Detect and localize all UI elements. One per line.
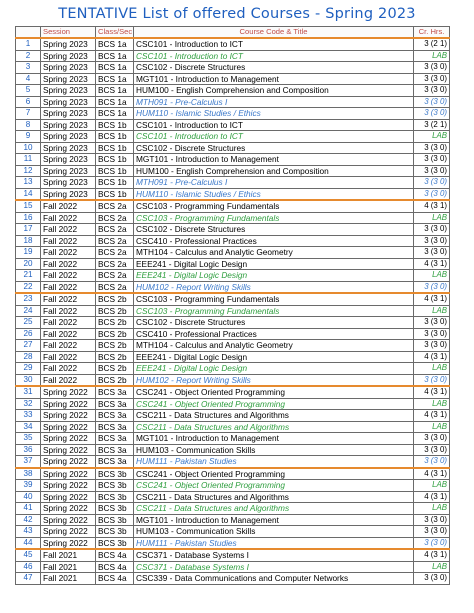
class-section-cell: BCS 3a xyxy=(96,410,134,422)
table-row xyxy=(16,270,450,282)
course-cell: CSC103 - Programming Fundamentals xyxy=(134,305,414,317)
table-row xyxy=(16,235,450,247)
row-number: 35 xyxy=(16,433,41,445)
session-cell: Spring 2023 xyxy=(41,38,96,50)
course-cell: EEE241 - Digital Logic Design xyxy=(134,363,414,375)
table-row xyxy=(16,247,450,259)
course-cell: MGT101 - Introduction to Management xyxy=(134,73,414,85)
class-section-cell: BCS 4a xyxy=(96,573,134,585)
session-cell: Spring 2022 xyxy=(41,421,96,433)
class-section-cell: BCS 3a xyxy=(96,421,134,433)
row-number: 13 xyxy=(16,177,41,189)
credit-hours-cell: LAB xyxy=(414,363,450,375)
credit-hours-cell: LAB xyxy=(414,480,450,492)
table-row xyxy=(16,421,450,433)
credit-hours-cell: LAB xyxy=(414,561,450,573)
table-row xyxy=(16,351,450,363)
row-number: 46 xyxy=(16,561,41,573)
course-cell: MGT101 - Introduction to Management xyxy=(134,433,414,445)
course-cell: MTH091 - Pre-Calculus I xyxy=(134,177,414,189)
course-cell: HUM111 - Pakistan Studies xyxy=(134,456,414,468)
class-section-cell: BCS 2b xyxy=(96,340,134,352)
header-session: Session xyxy=(41,27,96,39)
class-section-cell: BCS 2b xyxy=(96,363,134,375)
course-cell: CSC241 - Object Oriented Programming xyxy=(134,386,414,398)
table-row xyxy=(16,514,450,526)
class-section-cell: BCS 1a xyxy=(96,108,134,120)
session-cell: Fall 2022 xyxy=(41,374,96,386)
row-number: 36 xyxy=(16,444,41,456)
class-section-cell: BCS 4a xyxy=(96,549,134,561)
table-row xyxy=(16,444,450,456)
course-cell: HUM103 - Communication Skills xyxy=(134,526,414,538)
course-cell: CSC102 - Discrete Structures xyxy=(134,142,414,154)
session-cell: Spring 2022 xyxy=(41,410,96,422)
class-section-cell: BCS 3a xyxy=(96,386,134,398)
credit-hours-cell: 3 (3 0) xyxy=(414,281,450,293)
credit-hours-cell: LAB xyxy=(414,212,450,224)
row-number: 37 xyxy=(16,456,41,468)
table-row xyxy=(16,73,450,85)
row-number: 3 xyxy=(16,62,41,74)
class-section-cell: BCS 3b xyxy=(96,537,134,549)
table-row xyxy=(16,340,450,352)
class-section-cell: BCS 1b xyxy=(96,177,134,189)
course-cell: CSC241 - Object Oriented Programming xyxy=(134,398,414,410)
session-cell: Spring 2022 xyxy=(41,526,96,538)
row-number: 42 xyxy=(16,514,41,526)
class-section-cell: BCS 1b xyxy=(96,119,134,131)
table-row xyxy=(16,549,450,561)
credit-hours-cell: 3 (3 0) xyxy=(414,224,450,236)
credit-hours-cell: 3 (3 0) xyxy=(414,142,450,154)
table-row xyxy=(16,62,450,74)
class-section-cell: BCS 2b xyxy=(96,305,134,317)
row-number: 1 xyxy=(16,38,41,50)
class-section-cell: BCS 1a xyxy=(96,96,134,108)
session-cell: Fall 2022 xyxy=(41,270,96,282)
header-credits: Cr. Hrs. xyxy=(414,27,450,39)
session-cell: Fall 2022 xyxy=(41,363,96,375)
credit-hours-cell: 3 (3 0) xyxy=(414,317,450,329)
table-row xyxy=(16,526,450,538)
course-cell: HUM110 - Islamic Studies / Ethics xyxy=(134,108,414,120)
course-cell: HUM100 - English Comprehension and Composition xyxy=(134,165,414,177)
session-cell: Spring 2022 xyxy=(41,433,96,445)
row-number: 29 xyxy=(16,363,41,375)
credit-hours-cell: 3 (3 0) xyxy=(414,85,450,97)
course-cell: CSC102 - Discrete Structures xyxy=(134,224,414,236)
table-body xyxy=(16,38,450,584)
course-cell: CSC102 - Discrete Structures xyxy=(134,62,414,74)
session-cell: Spring 2023 xyxy=(41,154,96,166)
course-cell: CSC211 - Data Structures and Algorithms xyxy=(134,491,414,503)
class-section-cell: BCS 2b xyxy=(96,293,134,305)
table-row xyxy=(16,363,450,375)
session-cell: Spring 2023 xyxy=(41,177,96,189)
class-section-cell: BCS 1a xyxy=(96,85,134,97)
credit-hours-cell: 3 (3 0) xyxy=(414,62,450,74)
course-cell: CSC103 - Programming Fundamentals xyxy=(134,200,414,212)
class-section-cell: BCS 3a xyxy=(96,433,134,445)
class-section-cell: BCS 1b xyxy=(96,188,134,200)
class-section-cell: BCS 2b xyxy=(96,351,134,363)
session-cell: Spring 2023 xyxy=(41,62,96,74)
credit-hours-cell: 3 (3 0) xyxy=(414,456,450,468)
class-section-cell: BCS 3a xyxy=(96,398,134,410)
class-section-cell: BCS 4a xyxy=(96,561,134,573)
table-row xyxy=(16,537,450,549)
row-number: 12 xyxy=(16,165,41,177)
session-cell: Fall 2022 xyxy=(41,224,96,236)
class-section-cell: BCS 3b xyxy=(96,480,134,492)
row-number: 16 xyxy=(16,212,41,224)
credit-hours-cell: 3 (3 0) xyxy=(414,154,450,166)
session-cell: Spring 2022 xyxy=(41,456,96,468)
course-cell: CSC241 - Object Oriented Programming xyxy=(134,480,414,492)
credit-hours-cell: LAB xyxy=(414,503,450,515)
row-number: 27 xyxy=(16,340,41,352)
session-cell: Spring 2023 xyxy=(41,50,96,62)
session-cell: Spring 2022 xyxy=(41,468,96,480)
credit-hours-cell: 3 (3 0) xyxy=(414,73,450,85)
session-cell: Spring 2023 xyxy=(41,119,96,131)
class-section-cell: BCS 3b xyxy=(96,503,134,515)
session-cell: Fall 2022 xyxy=(41,258,96,270)
class-section-cell: BCS 2b xyxy=(96,317,134,329)
session-cell: Fall 2022 xyxy=(41,351,96,363)
table-row xyxy=(16,85,450,97)
course-cell: HUM102 - Report Writing Skills xyxy=(134,374,414,386)
class-section-cell: BCS 1b xyxy=(96,142,134,154)
course-cell: CSC101 - Introduction to ICT xyxy=(134,50,414,62)
header-no xyxy=(16,27,41,39)
credit-hours-cell: 3 (3 0) xyxy=(414,537,450,549)
table-row xyxy=(16,96,450,108)
table-row xyxy=(16,38,450,50)
session-cell: Fall 2021 xyxy=(41,549,96,561)
row-number: 43 xyxy=(16,526,41,538)
table-row xyxy=(16,328,450,340)
session-cell: Spring 2023 xyxy=(41,73,96,85)
session-cell: Spring 2022 xyxy=(41,386,96,398)
class-section-cell: BCS 3a xyxy=(96,456,134,468)
row-number: 20 xyxy=(16,258,41,270)
session-cell: Fall 2022 xyxy=(41,235,96,247)
session-cell: Fall 2022 xyxy=(41,305,96,317)
course-cell: MGT101 - Introduction to Management xyxy=(134,154,414,166)
credit-hours-cell: LAB xyxy=(414,270,450,282)
credit-hours-cell: 4 (3 1) xyxy=(414,200,450,212)
row-number: 40 xyxy=(16,491,41,503)
table-header-row xyxy=(16,27,450,39)
session-cell: Spring 2022 xyxy=(41,503,96,515)
table-row xyxy=(16,258,450,270)
course-cell: MTH091 - Pre-Calculus I xyxy=(134,96,414,108)
table-row xyxy=(16,50,450,62)
course-cell: CSC410 - Professional Practices xyxy=(134,328,414,340)
table-row xyxy=(16,212,450,224)
row-number: 18 xyxy=(16,235,41,247)
credit-hours-cell: LAB xyxy=(414,305,450,317)
credit-hours-cell: 4 (3 1) xyxy=(414,410,450,422)
class-section-cell: BCS 1b xyxy=(96,165,134,177)
row-number: 7 xyxy=(16,108,41,120)
row-number: 26 xyxy=(16,328,41,340)
credit-hours-cell: 3 (3 0) xyxy=(414,188,450,200)
session-cell: Fall 2021 xyxy=(41,561,96,573)
row-number: 9 xyxy=(16,131,41,143)
course-cell: EEE241 - Digital Logic Design xyxy=(134,258,414,270)
row-number: 6 xyxy=(16,96,41,108)
class-section-cell: BCS 3b xyxy=(96,514,134,526)
row-number: 15 xyxy=(16,200,41,212)
session-cell: Fall 2022 xyxy=(41,317,96,329)
row-number: 38 xyxy=(16,468,41,480)
session-cell: Spring 2023 xyxy=(41,188,96,200)
course-cell: HUM102 - Report Writing Skills xyxy=(134,281,414,293)
class-section-cell: BCS 2a xyxy=(96,200,134,212)
row-number: 10 xyxy=(16,142,41,154)
session-cell: Spring 2023 xyxy=(41,142,96,154)
credit-hours-cell: 3 (2 1) xyxy=(414,38,450,50)
course-cell: CSC211 - Data Structures and Algorithms xyxy=(134,410,414,422)
header-class: Class/Sec xyxy=(96,27,134,39)
course-cell: CSC241 - Object Oriented Programming xyxy=(134,468,414,480)
class-section-cell: BCS 1a xyxy=(96,73,134,85)
class-section-cell: BCS 2a xyxy=(96,235,134,247)
credit-hours-cell: 3 (3 0) xyxy=(414,526,450,538)
row-number: 14 xyxy=(16,188,41,200)
course-cell: CSC410 - Professional Practices xyxy=(134,235,414,247)
session-cell: Spring 2022 xyxy=(41,398,96,410)
row-number: 11 xyxy=(16,154,41,166)
credit-hours-cell: 3 (3 0) xyxy=(414,96,450,108)
credit-hours-cell: 3 (3 0) xyxy=(414,374,450,386)
table-row xyxy=(16,398,450,410)
course-cell: HUM110 - Islamic Studies / Ethics xyxy=(134,188,414,200)
session-cell: Fall 2022 xyxy=(41,281,96,293)
session-cell: Fall 2022 xyxy=(41,293,96,305)
row-number: 28 xyxy=(16,351,41,363)
class-section-cell: BCS 2b xyxy=(96,374,134,386)
class-section-cell: BCS 2a xyxy=(96,270,134,282)
row-number: 47 xyxy=(16,573,41,585)
session-cell: Spring 2023 xyxy=(41,85,96,97)
credit-hours-cell: 3 (3 0) xyxy=(414,340,450,352)
row-number: 23 xyxy=(16,293,41,305)
table-row xyxy=(16,480,450,492)
class-section-cell: BCS 2a xyxy=(96,212,134,224)
row-number: 41 xyxy=(16,503,41,515)
course-cell: HUM100 - English Comprehension and Composition xyxy=(134,85,414,97)
row-number: 17 xyxy=(16,224,41,236)
credit-hours-cell: 3 (3 0) xyxy=(414,165,450,177)
row-number: 5 xyxy=(16,85,41,97)
table-row xyxy=(16,281,450,293)
course-cell: MTH104 - Calculus and Analytic Geometry xyxy=(134,340,414,352)
credit-hours-cell: 4 (3 1) xyxy=(414,258,450,270)
table-row xyxy=(16,224,450,236)
course-cell: CSC101 - Introduction to ICT xyxy=(134,131,414,143)
header-course: Course Code & Title xyxy=(134,27,414,39)
course-cell: EEE241 - Digital Logic Design xyxy=(134,351,414,363)
table-row xyxy=(16,468,450,480)
table-row xyxy=(16,317,450,329)
table-row xyxy=(16,305,450,317)
credit-hours-cell: 4 (3 1) xyxy=(414,351,450,363)
course-cell: MGT101 - Introduction to Management xyxy=(134,514,414,526)
page-title: TENTATIVE List of offered Courses - Spring 2023 xyxy=(58,6,416,22)
credit-hours-cell: 3 (3 0) xyxy=(414,444,450,456)
class-section-cell: BCS 1a xyxy=(96,50,134,62)
table-row xyxy=(16,374,450,386)
table-row xyxy=(16,177,450,189)
session-cell: Spring 2023 xyxy=(41,108,96,120)
class-section-cell: BCS 3b xyxy=(96,491,134,503)
session-cell: Fall 2022 xyxy=(41,247,96,259)
row-number: 25 xyxy=(16,317,41,329)
class-section-cell: BCS 3a xyxy=(96,444,134,456)
course-cell: CSC371 - Database Systems I xyxy=(134,561,414,573)
table-row xyxy=(16,561,450,573)
credit-hours-cell: 3 (3 0) xyxy=(414,433,450,445)
credit-hours-cell: LAB xyxy=(414,421,450,433)
row-number: 33 xyxy=(16,410,41,422)
table-row xyxy=(16,154,450,166)
row-number: 8 xyxy=(16,119,41,131)
class-section-cell: BCS 2a xyxy=(96,224,134,236)
courses-table xyxy=(15,26,450,585)
credit-hours-cell: 3 (3 0) xyxy=(414,177,450,189)
row-number: 21 xyxy=(16,270,41,282)
table-row xyxy=(16,491,450,503)
session-cell: Spring 2022 xyxy=(41,537,96,549)
course-cell: HUM103 - Communication Skills xyxy=(134,444,414,456)
credit-hours-cell: 3 (3 0) xyxy=(414,573,450,585)
course-cell: MTH104 - Calculus and Analytic Geometry xyxy=(134,247,414,259)
row-number: 19 xyxy=(16,247,41,259)
course-cell: CSC103 - Programming Fundamentals xyxy=(134,212,414,224)
session-cell: Spring 2022 xyxy=(41,444,96,456)
course-cell: CSC211 - Data Structures and Algorithms xyxy=(134,421,414,433)
session-cell: Spring 2023 xyxy=(41,96,96,108)
course-cell: CSC211 - Data Structures and Algorithms xyxy=(134,503,414,515)
session-cell: Spring 2022 xyxy=(41,514,96,526)
class-section-cell: BCS 1a xyxy=(96,62,134,74)
course-cell: EEE241 - Digital Logic Design xyxy=(134,270,414,282)
course-cell: CSC371 - Database Systems I xyxy=(134,549,414,561)
course-cell: CSC101 - Introduction to ICT xyxy=(134,38,414,50)
table-row xyxy=(16,108,450,120)
row-number: 31 xyxy=(16,386,41,398)
credit-hours-cell: 3 (3 0) xyxy=(414,108,450,120)
course-cell: HUM111 - Pakistan Studies xyxy=(134,537,414,549)
class-section-cell: BCS 2b xyxy=(96,328,134,340)
session-cell: Spring 2022 xyxy=(41,480,96,492)
session-cell: Fall 2021 xyxy=(41,573,96,585)
row-number: 4 xyxy=(16,73,41,85)
table-row xyxy=(16,410,450,422)
table-row xyxy=(16,200,450,212)
row-number: 44 xyxy=(16,537,41,549)
table-row xyxy=(16,573,450,585)
row-number: 39 xyxy=(16,480,41,492)
credit-hours-cell: 3 (2 1) xyxy=(414,119,450,131)
session-cell: Spring 2023 xyxy=(41,165,96,177)
class-section-cell: BCS 1b xyxy=(96,154,134,166)
table-row xyxy=(16,165,450,177)
row-number: 24 xyxy=(16,305,41,317)
table-row xyxy=(16,142,450,154)
table-row xyxy=(16,456,450,468)
table-row xyxy=(16,188,450,200)
class-section-cell: BCS 3b xyxy=(96,468,134,480)
row-number: 22 xyxy=(16,281,41,293)
credit-hours-cell: 4 (3 1) xyxy=(414,293,450,305)
credit-hours-cell: 4 (3 1) xyxy=(414,549,450,561)
session-cell: Fall 2022 xyxy=(41,328,96,340)
class-section-cell: BCS 1a xyxy=(96,38,134,50)
table-row xyxy=(16,119,450,131)
credit-hours-cell: 3 (3 0) xyxy=(414,328,450,340)
table-row xyxy=(16,503,450,515)
row-number: 30 xyxy=(16,374,41,386)
row-number: 32 xyxy=(16,398,41,410)
session-cell: Spring 2022 xyxy=(41,491,96,503)
credit-hours-cell: 3 (3 0) xyxy=(414,514,450,526)
table-row xyxy=(16,433,450,445)
table-row xyxy=(16,293,450,305)
row-number: 2 xyxy=(16,50,41,62)
credit-hours-cell: LAB xyxy=(414,398,450,410)
credit-hours-cell: 3 (3 0) xyxy=(414,247,450,259)
table-row xyxy=(16,131,450,143)
course-cell: CSC103 - Programming Fundamentals xyxy=(134,293,414,305)
session-cell: Fall 2022 xyxy=(41,212,96,224)
class-section-cell: BCS 2a xyxy=(96,247,134,259)
credit-hours-cell: 3 (3 0) xyxy=(414,235,450,247)
session-cell: Fall 2022 xyxy=(41,340,96,352)
row-number: 45 xyxy=(16,549,41,561)
course-cell: CSC102 - Discrete Structures xyxy=(134,317,414,329)
credit-hours-cell: LAB xyxy=(414,131,450,143)
class-section-cell: BCS 2a xyxy=(96,281,134,293)
credit-hours-cell: LAB xyxy=(414,50,450,62)
course-cell: CSC101 - Introduction to ICT xyxy=(134,119,414,131)
row-number: 34 xyxy=(16,421,41,433)
credit-hours-cell: 4 (3 1) xyxy=(414,386,450,398)
credit-hours-cell: 4 (3 1) xyxy=(414,491,450,503)
credit-hours-cell: 4 (3 1) xyxy=(414,468,450,480)
session-cell: Spring 2023 xyxy=(41,131,96,143)
course-cell: CSC339 - Data Communications and Computer Networks xyxy=(134,573,414,585)
table-row xyxy=(16,386,450,398)
class-section-cell: BCS 1b xyxy=(96,131,134,143)
session-cell: Fall 2022 xyxy=(41,200,96,212)
class-section-cell: BCS 3b xyxy=(96,526,134,538)
class-section-cell: BCS 2a xyxy=(96,258,134,270)
